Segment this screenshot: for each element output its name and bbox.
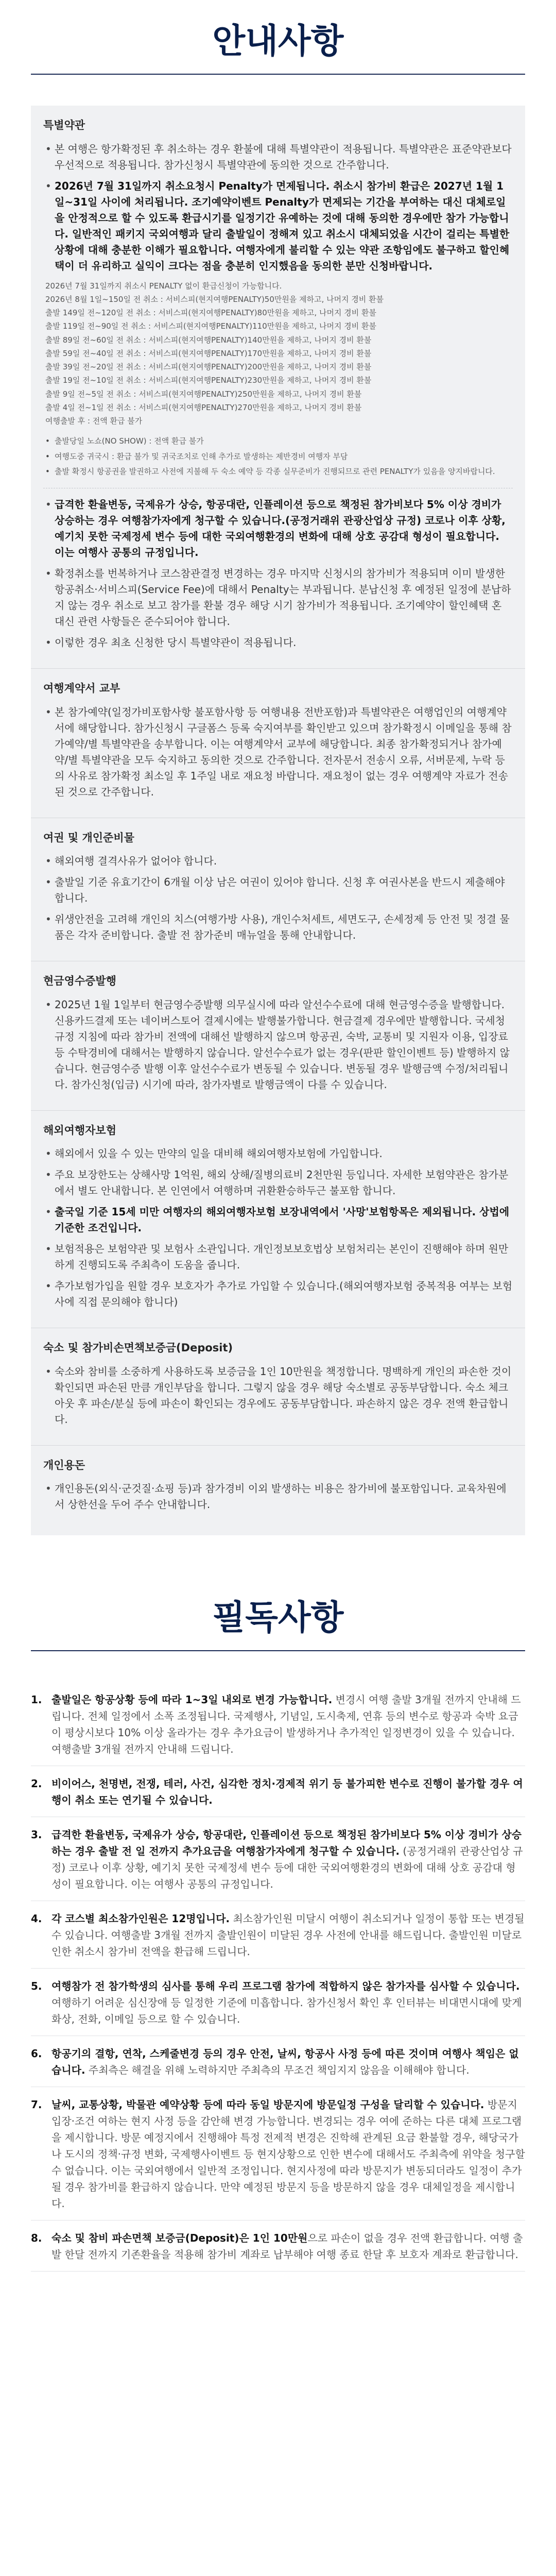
receipt-section bbox=[31, 961, 525, 1110]
schedule-item: 출발 59일 전~40일 전 취소 : 서비스피(현지여행PENALTY)170만원을 제하고, 나머지 경비 환불 bbox=[45, 348, 372, 358]
bullet-item bbox=[43, 635, 513, 651]
spacer bbox=[43, 1315, 513, 1320]
section-title: 여행계약서 교부 bbox=[43, 682, 120, 694]
schedule-item: 출발 19일 전~10일 전 취소 : 서비스피(현지여행PENALTY)230만원을 제하고, 나머지 경비 환불 bbox=[45, 376, 372, 385]
bullet-item bbox=[43, 178, 513, 274]
item-number: 8. bbox=[31, 2232, 42, 2245]
bullet-item bbox=[43, 997, 513, 1093]
note-item bbox=[43, 450, 513, 464]
item-bold-text: 항공기의 결항, 연착, 스케줄변경 등의 경우 안전, 날씨, 항공사 사정 등에 따른 것이며 여행사 책임은 없습니다. bbox=[51, 2047, 519, 2077]
bullet-text: 해외여행 결격사유가 없어야 합니다. bbox=[55, 855, 217, 868]
spacer bbox=[43, 1433, 513, 1438]
bullet-text: 출국일 기준 15세 미만 여행자의 해외여행자보험 보장내역에서 '사망'보험항목은 제외됩니다. 상법에 기준한 조건입니다. bbox=[55, 1206, 510, 1234]
must-read-header bbox=[0, 1535, 556, 1665]
item-body-text: 최소참가인원 미달시 여행이 취소되거나 일정이 통합 또는 변경될 수 있습니다. 여행출발 3개월 전까지 출발인원이 미달된 경우 사전에 안내를 해드립니다. 출발인원 미달로 인한 취소시 참가비 전액을 환급해 드립니다. bbox=[51, 1912, 525, 1958]
spacer bbox=[43, 656, 513, 661]
schedule-item: 출발 149일 전~120일 전 취소 : 서비스피(현지여행PENALTY)80만원을 제하고, 나머지 경비 환불 bbox=[45, 308, 376, 318]
contract-section bbox=[31, 668, 525, 818]
item-number: 1. bbox=[31, 1693, 42, 1706]
note-text: 출발 확정시 항공권을 발권하고 사전에 지불해 두 숙소 예약 등 각종 실무준비가 진행되므로 관련 PENALTY가 있음을 양지바랍니다. bbox=[55, 467, 495, 477]
allowance-section bbox=[31, 1445, 525, 1526]
item-number: 4. bbox=[31, 1912, 42, 1925]
must-read-item bbox=[31, 1901, 525, 1969]
bullet-text: 숙소와 참비를 소중하게 사용하도록 보증금을 1인 10만원을 책정합니다. 명백하게 개인의 파손한 것이 확인되면 파손된 만큼 개인부담을 합니다. 그렇지 않을 경우 해당 숙소별로 공동부담합니다. 숙소 체크아웃 후 파손/분실 등에 파손이 확인되는 경우에도 공동부담합니다. 파손하지 않은 경우 전액 환급합니다. bbox=[55, 1365, 512, 1426]
schedule-item: 2026년 8월 1일~150일 전 취소 : 서비스피(현지여행PENALTY)50만원을 제하고, 나머지 경비 환불 bbox=[45, 294, 384, 304]
bullet-text: 해외에서 있을 수 있는 만약의 일을 대비해 해외여행자보험에 가입합니다. bbox=[55, 1147, 383, 1160]
bullet-text: 개인용돈(외식·군것질·쇼핑 등)과 참가경비 이외 발생하는 비용은 참가비에 불포함입니다. 교육차원에서 상한선을 두어 주수 안내합니다. bbox=[55, 1482, 507, 1511]
bullet-item bbox=[43, 566, 513, 630]
bullet-item bbox=[43, 141, 513, 173]
notice-card bbox=[31, 106, 525, 1535]
must-read-item bbox=[31, 2221, 525, 2272]
bullet-text: 주요 보장한도는 상해사망 1억원, 해외 상해/질병의료비 2천만원 등입니다. 자세한 보험약관은 참가분에서 별도 안내합니다. 본 인연에서 여행하며 귀환환승하두근 불포함 합니다. bbox=[55, 1168, 509, 1197]
must-read-item bbox=[31, 1969, 525, 2036]
note-item bbox=[43, 465, 513, 479]
item-bold-text: 숙소 및 참비 파손면책 보증금(Deposit)은 1인 10만원 bbox=[51, 2232, 308, 2245]
section-title: 개인용돈 bbox=[43, 1459, 85, 1471]
schedule-item: 출발 4일 전~1일 전 취소 : 서비스피(현지여행PENALTY)270만원을 제하고, 나머지 경비 환불 bbox=[45, 402, 362, 412]
section-title: 해외여행자보험 bbox=[43, 1124, 117, 1137]
must-read-item bbox=[31, 1682, 525, 1766]
bullet-item bbox=[43, 1146, 513, 1162]
special-terms-section bbox=[31, 106, 525, 668]
item-text bbox=[51, 2045, 525, 2078]
item-bold-text: 날씨, 교통상황, 박물관 예약상황 등에 따라 동일 방문지에 방문일정 구성을 달리할 수 있습니다. bbox=[51, 2098, 484, 2111]
schedule-item: 여행출발 후 : 전액 환급 불가 bbox=[45, 416, 143, 426]
item-text bbox=[51, 2230, 525, 2263]
insurance-section bbox=[31, 1110, 525, 1328]
item-text bbox=[51, 1775, 525, 1808]
schedule-item: 출발 89일 전~60일 전 취소 : 서비스피(현지여행PENALTY)140만원을 제하고, 나머지 경비 환불 bbox=[45, 335, 372, 345]
bullet-text: 본 여행은 항가확정된 후 취소하는 경우 환불에 대해 특별약관이 적용됩니다. 특별약관은 표준약관보다 우선적으로 적용됩니다. 참가신청시 특별약관에 동의한 것으로 간주합니다. bbox=[55, 142, 512, 171]
item-bold-text: 출발일은 항공상황 등에 따라 1~3일 내외로 변경 가능합니다. bbox=[51, 1693, 333, 1706]
bullet-text: 확정취소를 번복하거나 코스참관결정 변경하는 경우 마지막 신청시의 참가비가 적용되며 이미 발생한 항공취소·서비스피(Service Fee)에 대해서 Penalty는 부과됩니다. 분납신청 후 예정된 일정에 분납하지 않는 경우 취소로 보고 참가를 환불 경우 해당 시기 참가비가 적용됩니다. 조기예약이 할인혜택 혼 대신 관련 사항들은 준수되어야 합니다. bbox=[55, 567, 511, 628]
bullet-text: 2026년 7월 31일까지 취소요청시 Penalty가 면제됩니다. 취소시 참가비 환급은 2027년 1월 1일~31일 사이에 처리됩니다. 조기예약이벤트 Penalty가 면제되는 기간을 부여하는 대신 대체로일을 안정적으로 할 수 있도록 환급시기를 일정기간 유예하는 것에 대해 동의한 경우에만 참가 가능합니다. 일반적인 패키지 국외여행과 달리 출발일이 정해져 있고 취소시 대체되었을 시간이 걸리는 특별한 상황에 대해 충분한 이해가 필요합니다. 여행자에게 불리할 수 있는 약관 조항임에도 불구하고 할인혜택이 더 유리하고 실익이 크다는 점을 충분히 인지했음을 동의한 분만 신청바랍니다. bbox=[55, 179, 510, 272]
schedule-item: 출발 119일 전~90일 전 취소 : 서비스피(현지여행PENALTY)110만원을 제하고, 나머지 경비 환불 bbox=[45, 321, 376, 331]
schedule-item: 2026년 7월 31일까지 취소시 PENALTY 없이 환급신청이 가능합니다. bbox=[45, 281, 282, 291]
must-read-item bbox=[31, 1817, 525, 1901]
section-title: 여권 및 개인준비물 bbox=[43, 831, 134, 844]
bullet-text: 본 참가예약(일정가비포함사항 불포함사항 등 여행내용 전반포함)과 특별약관은 여행업인의 여행계약서에 해당합니다. 참가신청시 구글폼스 등록 숙지여부를 확인받고 있으며 참가확정시 이메일을 통해 참가예약/별 특별약관을 송부합니다. 이는 여행계약서 교부에 해당합니다. 최종 참가확정되거나 참가예약/별 특별약관을 모두 숙지하고 동의한 것으로 간주합니다. 전자문서 전송시 오류, 서버문제, 누락 등의 사유로 참가확정 최소일 후 1주일 내로 재요청 바랍니다. 재요청이 없는 경우 여행계약 자료가 전송된 것으로 간주합니다. bbox=[55, 705, 512, 798]
spacer bbox=[43, 1098, 513, 1103]
bullet-item bbox=[43, 1364, 513, 1428]
must-read-item bbox=[31, 2036, 525, 2087]
item-text bbox=[51, 1978, 525, 2027]
schedule-item: 출발 9일 전~5일 전 취소 : 서비스피(현지여행PENALTY)250만원을 제하고, 나머지 경비 환불 bbox=[45, 389, 362, 399]
bullet-text: 위생안전을 고려해 개인의 치스(여행가방 사용), 개인수처세트, 세면도구, 손세정제 등 안전 및 정결 물품은 각자 준비합니다. 출발 전 참가준비 매뉴얼을 통해 안내합니다. bbox=[55, 913, 510, 942]
bullet-text: 2025년 1월 1일부터 현금영수증발행 의무실시에 따라 알선수수료에 대해 현금영수증을 발행합니다. 신용카드결제 또는 네이버스토어 결제시에는 발행불가합니다. 현금결제 경우에만 발행합니다. 국세청 규정 지침에 따라 참가비 전액에 대해선 발행하지 않으며 항공권, 숙박, 교통비 및 지원자 이용, 입장료 등 수탁경비에 대해서는 발행하지 않습니다. 알선수수료가 없는 경우(판판 할인이벤트 등) 발행하지 않습니다. 현금영수증 발행 이후 알선수수료가 변동될 수 있습니다. 변동될 경우 발행금액 수정/처리됩니다. 참가신청(입금) 시기에 따라, 참가자별로 발행금액이 다를 수 있습니다. bbox=[55, 998, 510, 1091]
bullet-item bbox=[43, 1204, 513, 1236]
bullet-item bbox=[43, 497, 513, 561]
item-text bbox=[51, 1910, 525, 1960]
bullet-item bbox=[43, 1481, 513, 1513]
cancellation-schedule bbox=[43, 279, 513, 428]
notice-header bbox=[0, 0, 556, 88]
deposit-section bbox=[31, 1328, 525, 1445]
item-number: 7. bbox=[31, 2098, 42, 2111]
bullet-text: 이렇한 경우 최초 신청한 당시 특별약관이 적용됩니다. bbox=[55, 636, 297, 649]
schedule-item: 출발 39일 전~20일 전 취소 : 서비스피(현지여행PENALTY)200만원을 제하고, 나머지 경비 환불 bbox=[45, 362, 372, 372]
spacer bbox=[43, 805, 513, 810]
bullet-item bbox=[43, 911, 513, 943]
title-divider bbox=[31, 74, 525, 75]
note-text: 출발당일 노쇼(NO SHOW) : 전액 환급 불가 bbox=[55, 436, 204, 446]
item-number: 3. bbox=[31, 1828, 42, 1841]
item-text bbox=[51, 1826, 525, 1892]
must-read-title: 필독사항 bbox=[212, 1598, 344, 1638]
item-number: 5. bbox=[31, 1980, 42, 1993]
item-body-text: 으로 파손이 없을 경우 전액 환급합니다. 여행 출발 한달 전까지 기존환율을 적용해 참가비 계좌로 납부해야 여행 종료 한달 후 보호자 계좌로 환급합니다. bbox=[51, 2232, 523, 2261]
item-bold-text: 급격한 환율변동, 국제유가 상승, 항공대란, 인플레이션 등으로 책정된 참가비보다 5% 이상 경비가 상승하는 경우 출발 전 일 전까지 추가요금을 여행참가자에게 청구할 수 있습니다. bbox=[51, 1828, 522, 1858]
item-text bbox=[51, 2096, 525, 2212]
item-number: 6. bbox=[31, 2047, 42, 2060]
bullet-item bbox=[43, 704, 513, 800]
section-title: 현금영수증발행 bbox=[43, 975, 117, 988]
bullet-text: 출발일 기준 유효기간이 6개월 이상 남은 여권이 있어야 합니다. 신청 후 여권사본을 반드시 제출해야 합니다. bbox=[55, 876, 505, 905]
passport-section bbox=[31, 818, 525, 961]
bullet-item bbox=[43, 853, 513, 869]
item-body-text: 주최측은 해결을 위해 노력하지만 주최측의 무조건 책임지지 않음을 이해해야 합니다. bbox=[85, 2064, 470, 2077]
must-read-item bbox=[31, 2087, 525, 2221]
bullet-item bbox=[43, 874, 513, 906]
bullet-item bbox=[43, 1241, 513, 1273]
note-item bbox=[43, 435, 513, 448]
item-body-text: 방문지 입장·조건 여하는 현지 사정 등을 감안해 변경 가능합니다. 변경되는 경우 여에 준하는 다른 대체 프로그램을 제시합니다. 방문 예정지에서 진행해야 특정 전제적 변경은 진학해 관계된 요금 환불할 경우, 해당국가나 도시의 정책·규정 변화, 국제행사이벤트 등 현지상황으로 인한 변수에 대해서도 주최측에 위약을 청구할 수 없습니다. 이는 국외여행에서 일반적 조정입니다. 현지사정에 따라 방문지가 변동되더라도 일정이 추가될 경우 참가비를 환급하지 않습니다. 만약 예정된 방문지 등을 방문하지 않을 경우 대체일정을 제시합니다. bbox=[51, 2098, 525, 2210]
spacer bbox=[43, 948, 513, 954]
section-title: 숙소 및 참가비손면책보증금(Deposit) bbox=[43, 1342, 233, 1354]
bullet-item bbox=[43, 1278, 513, 1310]
must-read-item bbox=[31, 1766, 525, 1817]
item-body-text: 여행하기 어려운 심신장애 등 일정한 기준에 미흡합니다. 참가신청서 확인 후 인터뷰는 비대면시대에 맞게 화상, 전화, 이메일 등으로 할 수 있습니다. bbox=[51, 1996, 522, 2026]
section-title: 특별약관 bbox=[43, 119, 85, 132]
title-divider bbox=[31, 1650, 525, 1651]
item-bold-text: 여행참가 전 참가학생의 심사를 통해 우리 프로그램 참가에 적합하지 않은 참가자를 심사할 수 있습니다. bbox=[51, 1980, 520, 1993]
item-bold-text: 각 코스별 최소참가인원은 12명입니다. bbox=[51, 1912, 230, 1925]
page-title: 안내사항 bbox=[212, 21, 344, 61]
must-read-list bbox=[31, 1682, 525, 2272]
bullet-item bbox=[43, 1167, 513, 1199]
item-body-text: (공정거래위 관광산업상 규정) 코로나 이후 상황, 예기치 못한 국제정세 변수 등에 대한 국외여행환경의 변화에 대해 상호 공감대 형성이 필요합니다. 이는 여행사 공통의 규정입니다. bbox=[51, 1845, 523, 1891]
item-bold-text: 비이어스, 천명변, 전쟁, 테러, 사건, 심각한 정치·경제적 위기 등 불가피한 변수로 진행이 불가할 경우 여행이 취소 또는 연기될 수 있습니다. bbox=[51, 1777, 523, 1807]
item-body-text: 변경시 여행 출발 3개월 전까지 안내해 드립니다. 전체 일정에서 소폭 조정됩니다. 국제행사, 기념일, 도시축제, 연휴 등의 변수로 항공과 숙박 요금이 평상시보다 10% 이상 올라가는 경우 추가요금이 발생하거나 추가적인 일정변경이 있을 수 있습니다. 여행출발 3개월 전까지 안내해 드립니다. bbox=[51, 1693, 521, 1756]
item-number: 2. bbox=[31, 1777, 42, 1790]
item-text bbox=[51, 1691, 525, 1757]
note-text: 여행도중 귀국시 : 환급 불가 및 귀국조치로 인해 추가로 발생하는 제반경비 여행자 부담 bbox=[55, 451, 348, 461]
bullet-text: 추가보험가입을 원할 경우 보호자가 추가로 가입할 수 있습니다.(해외여행자보험 중복적용 여부는 보험사에 직접 문의해야 합니다) bbox=[55, 1280, 513, 1309]
bullet-text: 급격한 환율변동, 국제유가 상승, 항공대란, 인플레이션 등으로 책정된 참가비보다 5% 이상 경비가 상승하는 경우 여행참가자에게 청구할 수 있습니다.(공정거래위 관광산업상 규정) 코로나 이후 상황, 예기치 못한 국제정세 변수 등에 대한 국외여행환경의 변화에 대해 상호 공감대 형성이 필요합니다. 이는 여행사 공통의 규정입니다. bbox=[55, 498, 506, 558]
bullet-text: 보험적용은 보험약관 및 보험사 소관입니다. 개인정보보호법상 보험처리는 본인이 진행해야 하며 원만하게 진행되도록 주최측이 도움을 줍니다. bbox=[55, 1243, 509, 1272]
